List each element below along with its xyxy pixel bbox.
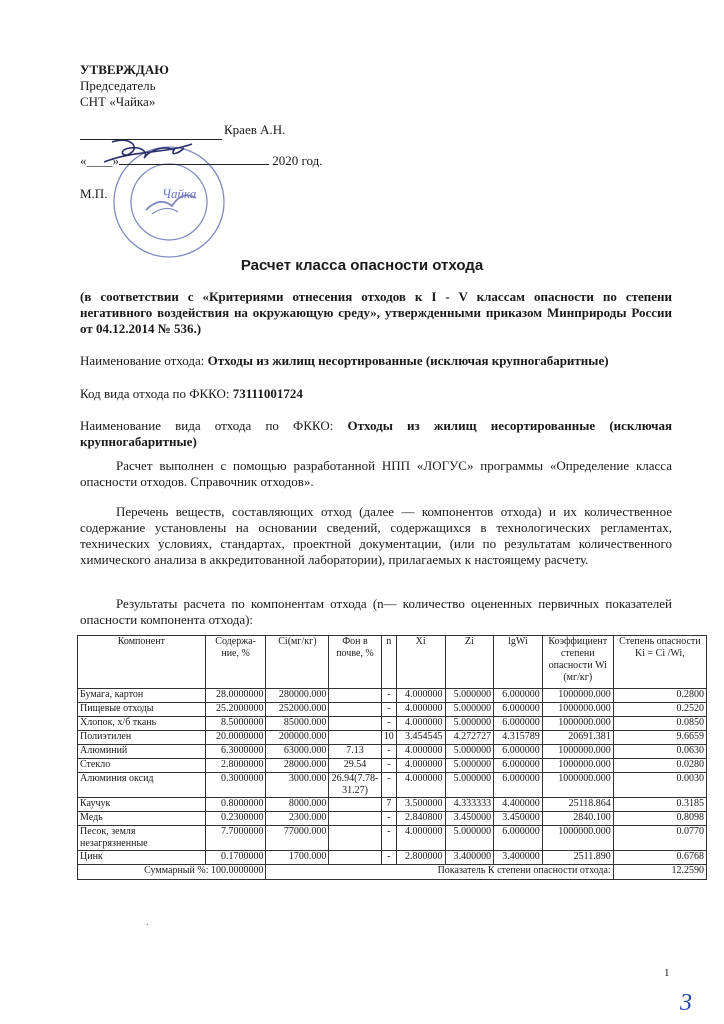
summary-value: 100.0000000 — [210, 865, 264, 876]
cell-component: Цинк — [78, 851, 206, 865]
cell-zi: 5.000000 — [445, 745, 494, 759]
cell-component: Медь — [78, 812, 206, 826]
cell-lgwi: 6.000000 — [494, 745, 543, 759]
cell-n: 7 — [381, 798, 396, 812]
table-body — [78, 689, 707, 865]
cell-ki: 0.0030 — [613, 773, 706, 798]
table-row — [78, 717, 707, 731]
cell-background — [329, 717, 381, 731]
cell-background — [329, 798, 381, 812]
cell-ci: 2300.000 — [266, 812, 329, 826]
date-underline — [119, 152, 269, 165]
cell-n: 10 — [381, 731, 396, 745]
cell-lgwi: 4.400000 — [494, 798, 543, 812]
summary-label: Суммарный %: — [144, 865, 209, 876]
cell-zi: 3.450000 — [445, 812, 494, 826]
stamp-text: Чайка — [162, 186, 197, 201]
cell-zi: 4.333333 — [445, 798, 494, 812]
cell-ci: 85000.000 — [266, 717, 329, 731]
cell-n: - — [381, 759, 396, 773]
fkko-name-block — [80, 418, 672, 450]
cell-zi: 3.400000 — [445, 851, 494, 865]
substances-paragraph: Перечень веществ, составляющих отход (далее — компонентов отхода) и их количественное содержание установлены на основании сведений, содержащихся в технологических регламентах, технических условиях, стандартах, проектной документации, (или по результатам количественного химического анализа в аккредитованной лаборатории), прилагаемых к настоящему расчету. — [80, 504, 672, 567]
approve-heading: УТВЕРЖДАЮ — [80, 62, 169, 77]
approver-position: Председатель — [80, 78, 156, 93]
header-component: Компонент — [78, 636, 206, 689]
cell-wi: 1000000.000 — [542, 773, 613, 798]
cell-content: 0.1700000 — [205, 851, 266, 865]
table-row — [78, 745, 707, 759]
table-row — [78, 798, 707, 812]
table-row — [78, 826, 707, 851]
cell-content: 2.8000000 — [205, 759, 266, 773]
cell-lgwi: 3.450000 — [494, 812, 543, 826]
cell-xi: 3.500000 — [396, 798, 445, 812]
cell-ci: 3000.000 — [266, 773, 329, 798]
cell-lgwi: 6.000000 — [494, 717, 543, 731]
cell-background — [329, 826, 381, 851]
cell-n: - — [381, 745, 396, 759]
cell-ci: 77000.000 — [266, 826, 329, 851]
cell-ci: 63000.000 — [266, 745, 329, 759]
cell-ki: 0.0770 — [613, 826, 706, 851]
date-prefix: «____» — [80, 153, 119, 168]
components-table — [77, 635, 707, 880]
approval-block — [80, 62, 169, 110]
fkko-name-value: Отходы из жилищ несортированные (исключая крупногабаритные) — [80, 418, 672, 449]
table-row — [78, 812, 707, 826]
cell-ki: 0.0280 — [613, 759, 706, 773]
header-xi: Xi — [396, 636, 445, 689]
table-row — [78, 851, 707, 865]
cell-wi: 1000000.000 — [542, 826, 613, 851]
signature-line — [80, 125, 222, 140]
cell-background — [329, 851, 381, 865]
cell-n: - — [381, 703, 396, 717]
cell-lgwi: 6.000000 — [494, 703, 543, 717]
cell-ki: 0.0630 — [613, 745, 706, 759]
cell-xi: 4.000000 — [396, 826, 445, 851]
cell-component: Стекло — [78, 759, 206, 773]
fkko-name-label: Наименование вида отхода по ФККО: — [80, 418, 334, 433]
summary-cell — [78, 865, 266, 880]
date-line — [80, 152, 323, 169]
cell-zi: 5.000000 — [445, 703, 494, 717]
cell-ki: 0.3185 — [613, 798, 706, 812]
waste-code-label: Код вида отхода по ФККО: — [80, 386, 230, 401]
cell-ci: 200000.000 — [266, 731, 329, 745]
cell-xi: 4.000000 — [396, 703, 445, 717]
cell-zi: 4.272727 — [445, 731, 494, 745]
table-row — [78, 703, 707, 717]
cell-background — [329, 731, 381, 745]
handwritten-number: 3 — [680, 990, 692, 1016]
cell-lgwi: 3.400000 — [494, 851, 543, 865]
header-ki: Степень опасности Ki = Ci /Wi, — [613, 636, 706, 689]
cell-ki: 0.8098 — [613, 812, 706, 826]
cell-zi: 5.000000 — [445, 826, 494, 851]
header-zi: Zi — [445, 636, 494, 689]
header-lgwi: lgWi — [494, 636, 543, 689]
cell-zi: 5.000000 — [445, 759, 494, 773]
k-index-label: Показатель К степени опасности отхода: — [266, 865, 613, 880]
cell-lgwi: 6.000000 — [494, 689, 543, 703]
cell-ki: 0.0850 — [613, 717, 706, 731]
cell-background — [329, 689, 381, 703]
header-background: Фон в почве, % — [329, 636, 381, 689]
waste-code-value: 73111001724 — [232, 386, 303, 401]
cell-n: - — [381, 826, 396, 851]
signer-name: Краев А.Н. — [224, 122, 286, 137]
cell-xi: 3.454545 — [396, 731, 445, 745]
cell-content: 20.0000000 — [205, 731, 266, 745]
cell-component: Песок, земля незагрязненные — [78, 826, 206, 851]
cell-wi: 2840.100 — [542, 812, 613, 826]
header-ci: Ci(мг/кг) — [266, 636, 329, 689]
table-summary-row — [78, 865, 707, 880]
cell-content: 0.8000000 — [205, 798, 266, 812]
cell-wi: 1000000.000 — [542, 703, 613, 717]
cell-ci: 280000.000 — [266, 689, 329, 703]
header-n: n — [381, 636, 396, 689]
cell-background: 26.94(7.78-31.27) — [329, 773, 381, 798]
cell-n: - — [381, 851, 396, 865]
cell-n: - — [381, 689, 396, 703]
cell-component: Алюминия оксид — [78, 773, 206, 798]
stamp-label: М.П. — [80, 186, 108, 201]
results-paragraph: Результаты расчета по компонентам отхода (n— количество оцененных первичных показателей опасности компонента отхода): — [80, 596, 672, 627]
cell-ci: 8000.000 — [266, 798, 329, 812]
cell-ci: 252000.000 — [266, 703, 329, 717]
cell-component: Хлопок, х/б ткань — [78, 717, 206, 731]
cell-zi: 5.000000 — [445, 689, 494, 703]
stray-mark: . — [146, 917, 149, 928]
calc-paragraph: Расчет выполнен с помощью разработанной НПП «ЛОГУС» программы «Определение класса опасности отходов. Справочник отходов». — [80, 458, 672, 489]
cell-xi: 4.000000 — [396, 717, 445, 731]
cell-content: 28.0000000 — [205, 689, 266, 703]
cell-lgwi: 6.000000 — [494, 759, 543, 773]
organization-name: СНТ «Чайка» — [80, 94, 156, 109]
k-index-value: 12.2590 — [613, 865, 706, 880]
cell-xi: 2.840800 — [396, 812, 445, 826]
cell-content: 0.2300000 — [205, 812, 266, 826]
basis-paragraph: (в соответствии с «Критериями отнесения отходов к I - V классам опасности по степени негативного воздействия на окружающую среду», утвержденными приказом Минприроды России от 04.12.2014 № 536.) — [80, 289, 672, 336]
cell-background — [329, 812, 381, 826]
cell-content: 0.3000000 — [205, 773, 266, 798]
table-row — [78, 731, 707, 745]
waste-name-block — [80, 353, 672, 369]
waste-name-label: Наименование отхода: — [80, 353, 205, 368]
cell-component: Пищевые отходы — [78, 703, 206, 717]
cell-xi: 2.800000 — [396, 851, 445, 865]
cell-wi: 1000000.000 — [542, 717, 613, 731]
header-content: Содержа-ние, % — [205, 636, 266, 689]
cell-wi: 20691.381 — [542, 731, 613, 745]
cell-background — [329, 703, 381, 717]
cell-xi: 4.000000 — [396, 745, 445, 759]
cell-ki: 0.6768 — [613, 851, 706, 865]
cell-n: - — [381, 717, 396, 731]
header-wi: Коэффициент степени опасности Wi (мг/кг) — [542, 636, 613, 689]
cell-wi: 2511.890 — [542, 851, 613, 865]
cell-content: 6.3000000 — [205, 745, 266, 759]
cell-component: Бумага, картон — [78, 689, 206, 703]
cell-ki: 0.2800 — [613, 689, 706, 703]
cell-content: 25.2000000 — [205, 703, 266, 717]
cell-ki: 0.2520 — [613, 703, 706, 717]
document-title: Расчет класса опасности отхода — [240, 257, 484, 274]
cell-content: 7.7000000 — [205, 826, 266, 851]
cell-n: - — [381, 773, 396, 798]
cell-wi: 1000000.000 — [542, 759, 613, 773]
table-header-row — [78, 636, 707, 689]
cell-lgwi: 4.315789 — [494, 731, 543, 745]
table-row — [78, 773, 707, 798]
cell-ci: 1700.000 — [266, 851, 329, 865]
table-row — [78, 689, 707, 703]
page-number: 1 — [664, 967, 670, 979]
cell-ki: 9.6659 — [613, 731, 706, 745]
waste-code-block — [80, 386, 672, 402]
date-year: 2020 год. — [272, 153, 323, 168]
cell-zi: 5.000000 — [445, 773, 494, 798]
cell-component: Алюминий — [78, 745, 206, 759]
table-row — [78, 759, 707, 773]
cell-wi: 25118.864 — [542, 798, 613, 812]
cell-component: Каучук — [78, 798, 206, 812]
cell-n: - — [381, 812, 396, 826]
cell-zi: 5.000000 — [445, 717, 494, 731]
cell-xi: 4.000000 — [396, 773, 445, 798]
waste-name-value: Отходы из жилищ несортированные (исключая крупногабаритные) — [207, 353, 609, 368]
cell-background: 7.13 — [329, 745, 381, 759]
cell-lgwi: 6.000000 — [494, 773, 543, 798]
cell-wi: 1000000.000 — [542, 689, 613, 703]
cell-wi: 1000000.000 — [542, 745, 613, 759]
cell-component: Полиэтилен — [78, 731, 206, 745]
cell-xi: 4.000000 — [396, 759, 445, 773]
cell-lgwi: 6.000000 — [494, 826, 543, 851]
cell-xi: 4.000000 — [396, 689, 445, 703]
cell-background: 29.54 — [329, 759, 381, 773]
cell-content: 8.5000000 — [205, 717, 266, 731]
cell-ci: 28000.000 — [266, 759, 329, 773]
